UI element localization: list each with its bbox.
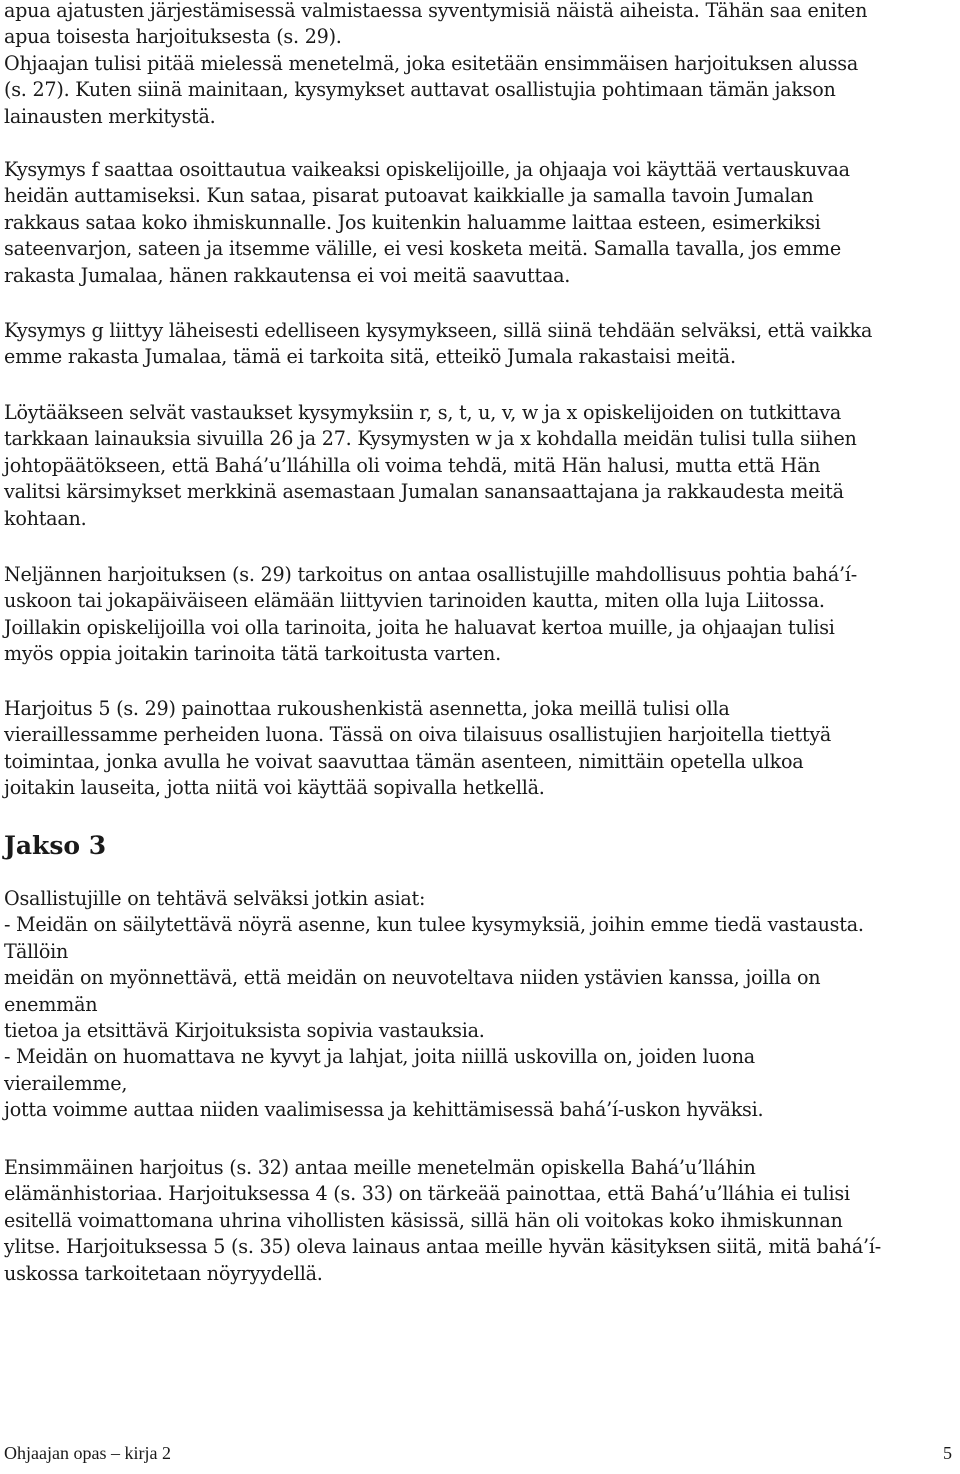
text-line: (s. 27). Kuten siinä mainitaan, kysymykset auttavat osallistujia pohtimaan tämän jakson xyxy=(4,78,836,102)
paragraph-6 xyxy=(4,696,956,802)
text-line: vierailemme, xyxy=(4,1071,128,1095)
paragraph-2 xyxy=(4,157,956,289)
text-line: tietoa ja etsittävä Kirjoituksista sopivia vastauksia. xyxy=(4,1019,485,1043)
text-line: vieraillessamme perheiden luona. Tässä on oiva tilaisuus osallistujien harjoitella tiettyä xyxy=(4,723,832,747)
section-heading: Jakso 3 xyxy=(4,831,107,860)
footer-title: Ohjaajan opas – kirja 2 xyxy=(4,1443,171,1463)
text-line: emme rakasta Jumalaa, tämä ei tarkoita sitä, etteikö Jumala rakastaisi meitä. xyxy=(4,345,736,369)
text-line: uskoon tai jokapäiväiseen elämään liittyvien tarinoiden kautta, miten olla luja Liitossa. xyxy=(4,589,825,613)
text-line: elämänhistoriaa. Harjoituksessa 4 (s. 33) on tärkeää painottaa, että Bahá’u’lláhia ei tulisi xyxy=(4,1182,850,1206)
text-line: johtopäätökseen, että Bahá’u’lláhilla oli voima tehdä, mitä Hän halusi, mutta että Hän xyxy=(4,453,821,477)
list-item: - Meidän on säilytettävä nöyrä asenne, kun tulee kysymyksiä, joihin emme tiedä vastausta. xyxy=(4,913,864,937)
text-line: Kysymys g liittyy läheisesti edelliseen kysymykseen, sillä siinä tehdään selväksi, että vaikka xyxy=(4,319,873,342)
text-line: Ensimmäinen harjoitus (s. 32) antaa meille menetelmän opiskella Bahá’u’lláhin xyxy=(4,1156,756,1179)
text-line: jotta voimme auttaa niiden vaalimisessa ja kehittämisessä bahá’í-uskon hyväksi. xyxy=(4,1098,764,1122)
paragraph-1 xyxy=(4,0,956,130)
text-line: joitakin lauseita, jotta niitä voi käyttää sopivalla hetkellä. xyxy=(4,776,545,800)
text-line: heidän auttamiseksi. Kun sataa, pisarat putoavat kaikkialle ja samalla tavoin Jumalan xyxy=(4,184,814,208)
text-line: Ohjaajan tulisi pitää mielessä menetelmä, joka esitetään ensimmäisen harjoituksen alussa xyxy=(4,51,859,75)
text-line: rakkaus sataa koko ihmiskunnalle. Jos kuitenkin haluamme laittaa esteen, esimerkiksi xyxy=(4,210,821,234)
list-item: - Meidän on huomattava ne kyvyt ja lahjat, joita niillä uskovilla on, joiden luona xyxy=(4,1045,755,1069)
text-line: meidän on myönnettävä, että meidän on neuvoteltava niiden ystävien kanssa, joilla on xyxy=(4,966,821,990)
paragraph-8 xyxy=(4,1155,956,1287)
text-line: Löytääkseen selvät vastaukset kysymyksiin r, s, t, u, v, w ja x opiskelijoiden on tutkittava xyxy=(4,401,842,424)
text-line: toimintaa, jonka avulla he voivat saavuttaa tämän asenteen, nimittäin opetella ulkoa xyxy=(4,749,804,773)
text-line: apua ajatusten järjestämisessä valmistaessa syventymisiä näistä aiheista. Tähän saa eniten xyxy=(4,0,868,22)
page-number: 5 xyxy=(943,1443,952,1463)
text-line: ylitse. Harjoituksessa 5 (s. 35) oleva lainaus antaa meille hyvän käsityksen siitä, mitä bahá’í- xyxy=(4,1235,881,1259)
text-line: rakasta Jumalaa, hänen rakkautensa ei voi meitä saavuttaa. xyxy=(4,263,571,287)
text-line: esitellä voimattomana uhrina vihollisten käsissä, sillä hän oli voitokas koko ihmiskunnan xyxy=(4,1208,843,1232)
text-line: Osallistujille on tehtävä selväksi jotkin asiat: xyxy=(4,887,426,910)
text-line: Neljännen harjoituksen (s. 29) tarkoitus on antaa osallistujille mahdollisuus pohtia bahá’í- xyxy=(4,563,857,586)
text-line: Tällöin xyxy=(4,939,69,963)
paragraph-7 xyxy=(4,886,956,1124)
text-line: myös oppia joitakin tarinoita tätä tarkoitusta varten. xyxy=(4,642,501,666)
text-line: enemmän xyxy=(4,992,98,1016)
text-line: kohtaan. xyxy=(4,506,87,530)
text-line: tarkkaan lainauksia sivuilla 26 ja 27. Kysymysten w ja x kohdalla meidän tulisi tulla siihen xyxy=(4,427,857,451)
paragraph-3 xyxy=(4,318,956,371)
text-line: Kysymys f saattaa osoittautua vaikeaksi opiskelijoille, ja ohjaaja voi käyttää vertauskuvaa xyxy=(4,158,850,181)
text-line: valitsi kärsimykset merkkinä asemastaan Jumalan sanansaattajana ja rakkaudesta meitä xyxy=(4,480,844,504)
text-line: Joillakin opiskelijoilla voi olla tarinoita, joita he haluavat kertoa muille, ja ohjaajan tulisi xyxy=(4,615,835,639)
text-line: sateenvarjon, sateen ja itsemme välille, ei vesi kosketa meitä. Samalla tavalla, jos emme xyxy=(4,237,841,261)
text-line: Harjoitus 5 (s. 29) painottaa rukoushenkistä asennetta, joka meillä tulisi olla xyxy=(4,697,730,720)
text-line: apua toisesta harjoituksesta (s. 29). xyxy=(4,25,342,49)
text-line: lainausten merkitystä. xyxy=(4,104,216,128)
text-line: uskossa tarkoitetaan nöyryydellä. xyxy=(4,1261,323,1285)
paragraph-5 xyxy=(4,562,956,668)
paragraph-4 xyxy=(4,400,956,532)
